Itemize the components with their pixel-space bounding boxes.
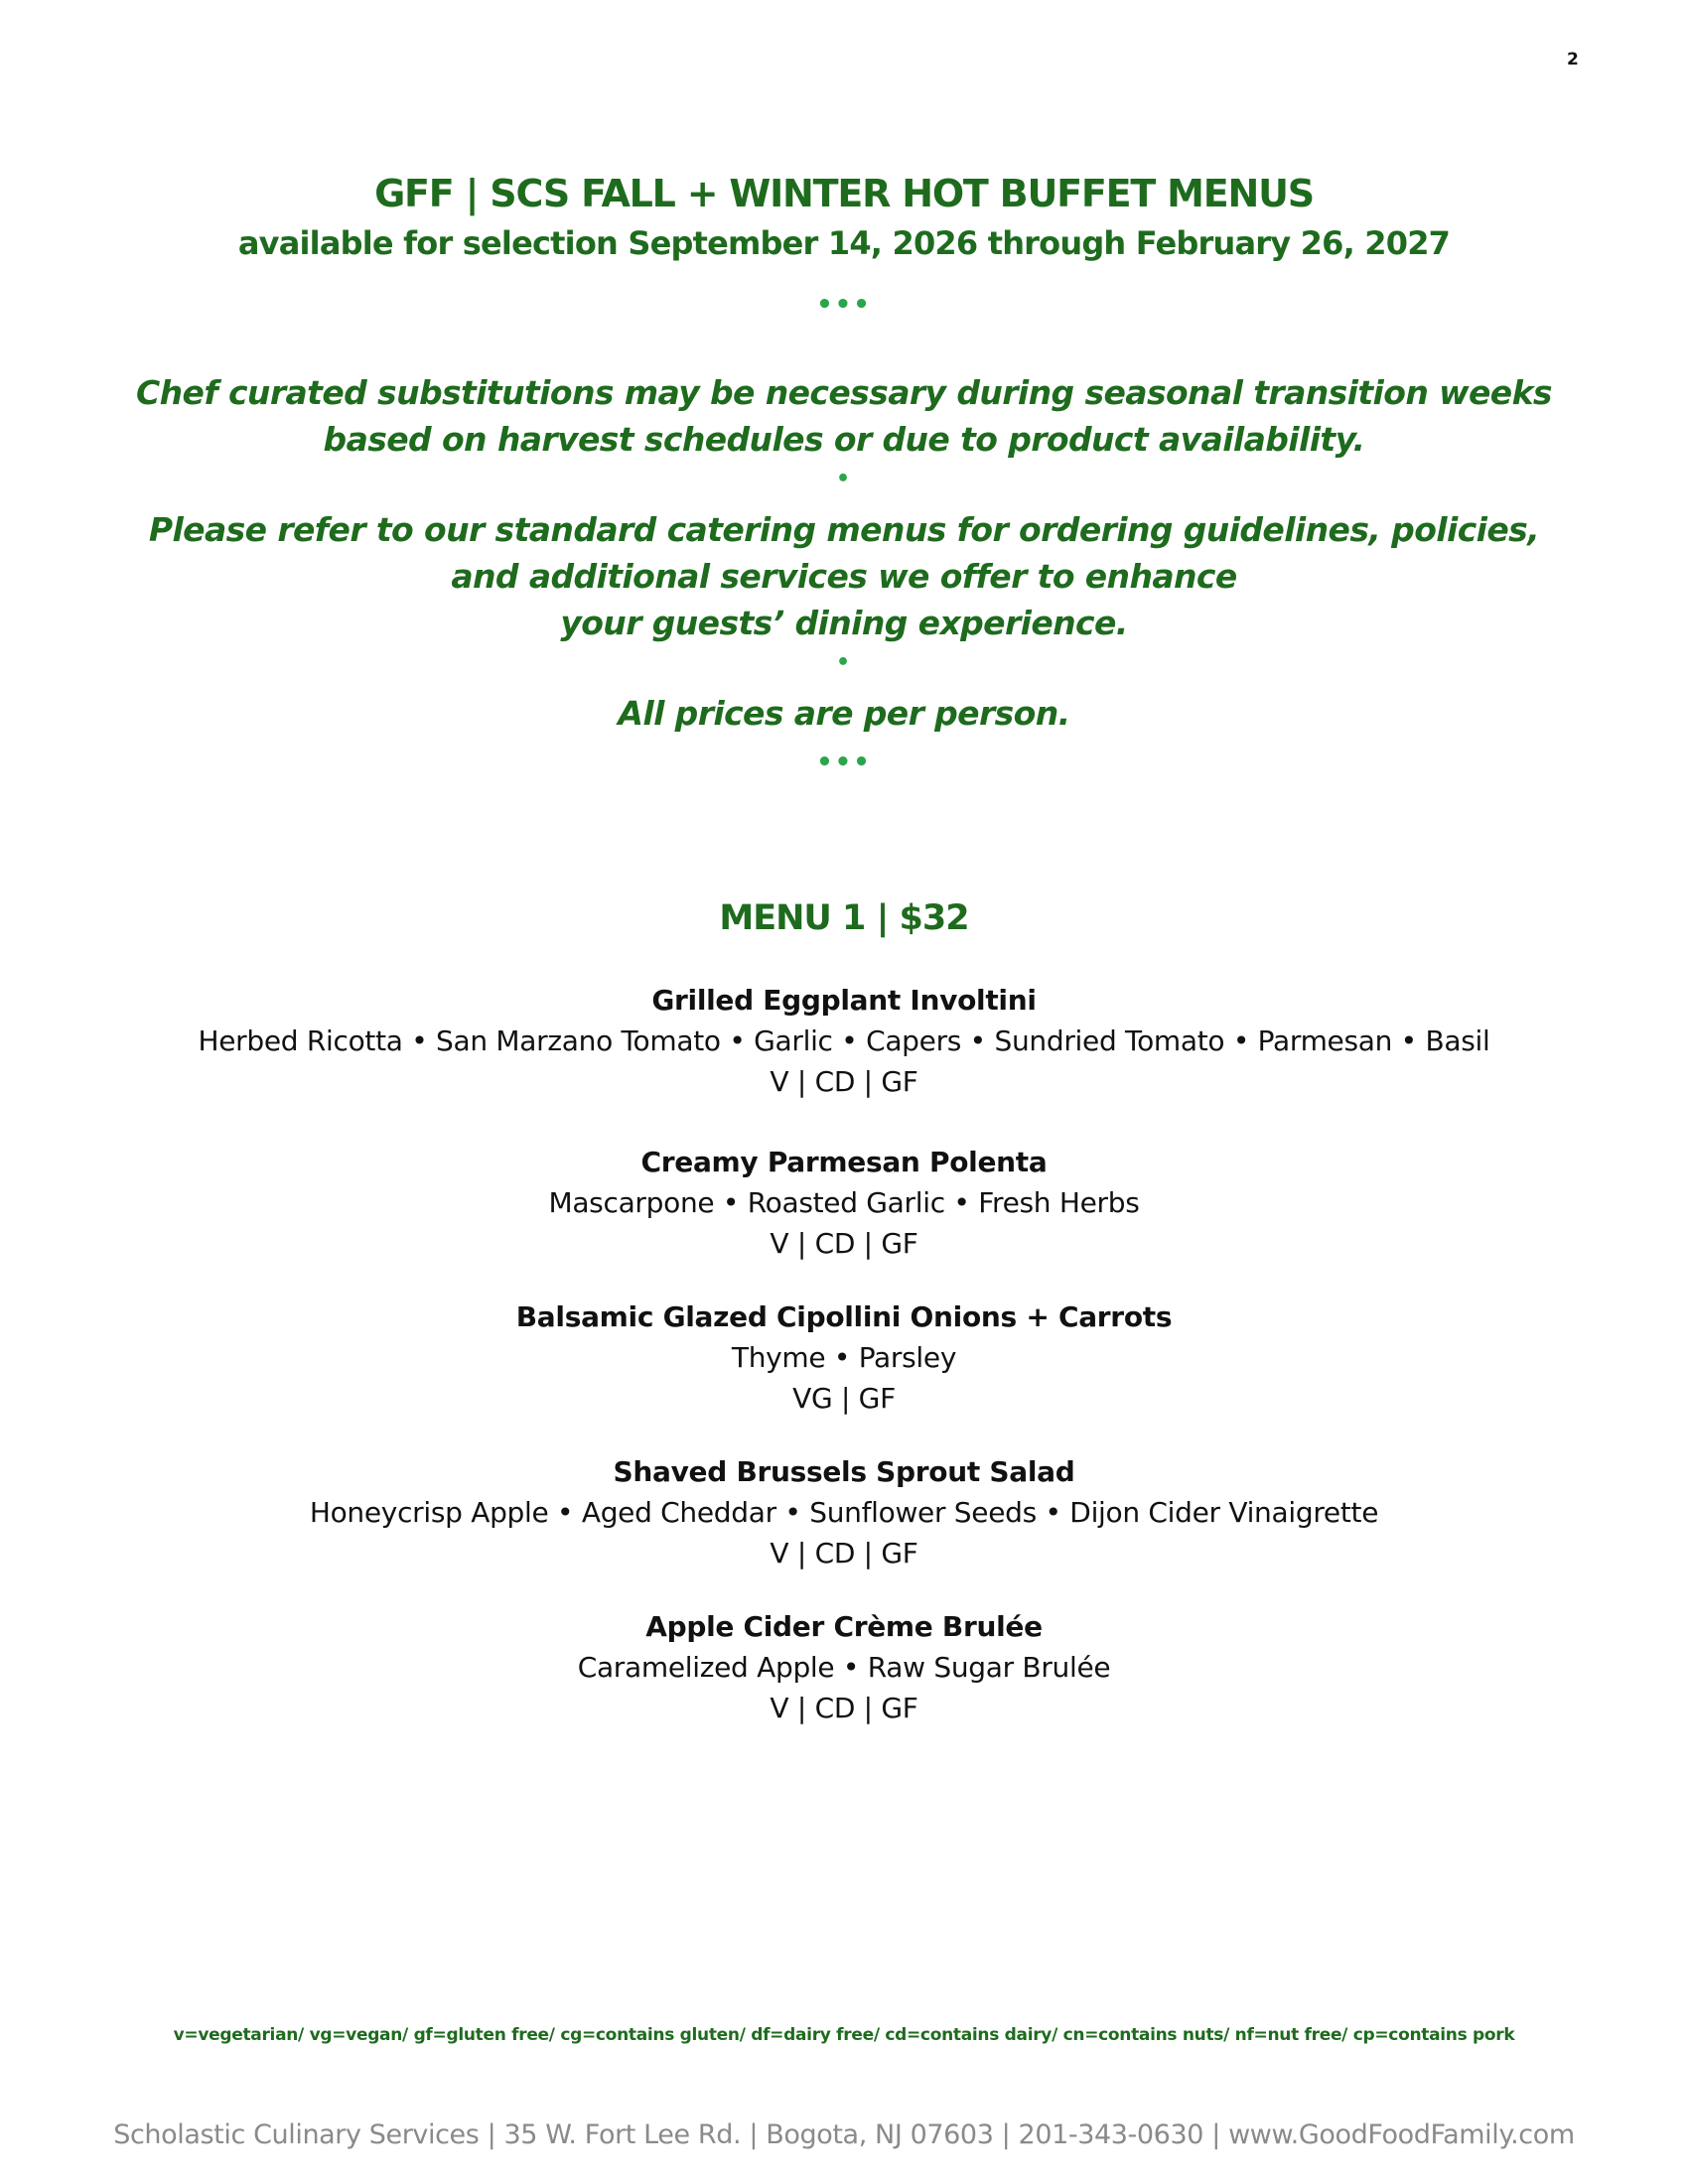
dish-tags: VG | GF: [792, 1382, 896, 1415]
dish-description: Mascarpone • Roasted Garlic • Fresh Herbs: [548, 1186, 1140, 1219]
note-line: your guests’ dining experience.: [560, 604, 1128, 642]
menu-item: [0, 1452, 1688, 1573]
menu-item: [0, 1143, 1688, 1264]
dietary-legend: v=vegetarian/ vg=vegan/ gf=gluten free/ cg=contains gluten/ df=dairy free/ cd=contains dairy/ cn=contains nuts/ nf=nut free/ cp=contains pork: [173, 2025, 1515, 2045]
page-title: GFF | SCS FALL + WINTER HOT BUFFET MENUS: [374, 172, 1314, 215]
dish-description: Herbed Ricotta • San Marzano Tomato • Garlic • Capers • Sundried Tomato • Parmesan • Basil: [198, 1024, 1490, 1057]
page-number: 2: [1567, 50, 1579, 69]
dish-tags: V | CD | GF: [770, 1227, 918, 1260]
menu-title: MENU 1 | $32: [719, 898, 969, 938]
page-footer: Scholastic Culinary Services | 35 W. Fort Lee Rd. | Bogota, NJ 07603 | 201-343-0630 | www.GoodFoodFamily.com: [113, 2119, 1575, 2150]
substitution-note: [0, 369, 1688, 463]
separator-dot: •: [835, 650, 853, 675]
dish-name: Creamy Parmesan Polenta: [640, 1146, 1048, 1178]
menu-item: [0, 1607, 1688, 1728]
pricing-note: All prices are per person.: [618, 694, 1070, 733]
dish-description: Caramelized Apple • Raw Sugar Brulée: [577, 1651, 1111, 1684]
note-line: Please refer to our standard catering menus for ordering guidelines, policies,: [148, 510, 1540, 549]
dish-name: Shaved Brussels Sprout Salad: [613, 1455, 1075, 1488]
page-header: [0, 167, 1688, 266]
dish-name: Grilled Eggplant Involtini: [651, 984, 1037, 1017]
dish-name: Apple Cider Crème Brulée: [645, 1610, 1043, 1643]
separator-dots: •••: [816, 290, 872, 320]
dish-tags: V | CD | GF: [770, 1065, 918, 1098]
page-subtitle: available for selection September 14, 2026 through February 26, 2027: [237, 224, 1451, 262]
dish-tags: V | CD | GF: [770, 1537, 918, 1570]
dish-name: Balsamic Glazed Cipollini Onions + Carrots: [515, 1300, 1173, 1333]
dish-tags: V | CD | GF: [770, 1692, 918, 1724]
note-line: based on harvest schedules or due to product availability.: [323, 420, 1365, 459]
note-line: and additional services we offer to enhance: [451, 557, 1237, 596]
dish-description: Thyme • Parsley: [731, 1341, 957, 1374]
separator-dot: •: [835, 467, 853, 491]
dish-description: Honeycrisp Apple • Aged Cheddar • Sunflower Seeds • Dijon Cider Vinaigrette: [309, 1496, 1379, 1529]
note-line: Chef curated substitutions may be necessary during seasonal transition weeks: [136, 373, 1552, 412]
guidelines-note: [0, 506, 1688, 646]
separator-dots: •••: [816, 748, 872, 777]
menu-item: [0, 1297, 1688, 1419]
menu-item: [0, 981, 1688, 1102]
